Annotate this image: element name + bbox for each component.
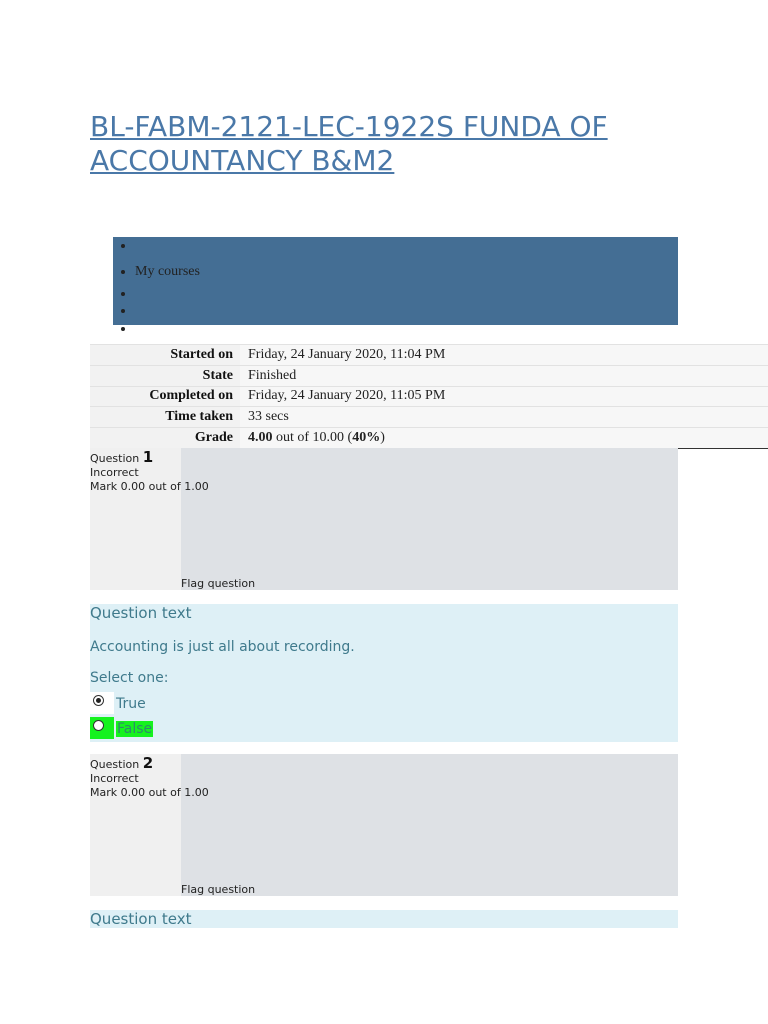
nav-bar [113, 237, 678, 325]
question-number: 2 [142, 754, 154, 772]
summary-label: Grade [90, 428, 240, 449]
nav-list [113, 237, 678, 337]
select-one-prompt: Select one: [90, 670, 169, 686]
summary-label: Completed on [90, 386, 240, 407]
summary-label: Time taken [90, 407, 240, 428]
summary-value: 33 secs [240, 407, 768, 428]
question-label: Question [90, 758, 140, 771]
grade-value [240, 428, 768, 449]
grade-percent: 40% [352, 430, 381, 446]
question-status: Incorrect [90, 466, 139, 479]
question-text-heading: Question text [90, 910, 192, 928]
summary-value: Friday, 24 January 2020, 11:05 PM [240, 386, 768, 407]
summary-value: Friday, 24 January 2020, 11:04 PM [240, 345, 768, 366]
nav-item-empty[interactable] [135, 302, 678, 320]
question-content-2 [90, 910, 678, 928]
question-content-1 [90, 604, 678, 742]
nav-item-empty[interactable] [135, 320, 678, 338]
radio-button-checked[interactable] [93, 695, 104, 706]
summary-row [90, 365, 768, 386]
question-meta [90, 756, 209, 800]
grade-close: ) [380, 430, 385, 446]
question-info-2 [90, 754, 678, 896]
radio-container [90, 692, 114, 714]
summary-value: Finished [240, 365, 768, 386]
summary-row [90, 428, 768, 449]
question-label: Question [90, 452, 140, 465]
summary-row [90, 407, 768, 428]
nav-item-my-courses[interactable]: • My courses [135, 255, 678, 285]
flag-question-link[interactable]: Flag question [181, 883, 256, 896]
summary-row [90, 345, 768, 366]
nav-item-empty[interactable] [135, 237, 678, 255]
answer-label[interactable]: False [117, 721, 153, 737]
summary-label: Started on [90, 345, 240, 366]
attempt-summary-table [90, 344, 768, 449]
radio-button[interactable] [93, 720, 104, 731]
question-text: Accounting is just all about recording. [90, 639, 355, 655]
summary-row [90, 386, 768, 407]
question-mark: Mark 0.00 out of 1.00 [90, 480, 209, 493]
question-info-1 [90, 448, 678, 590]
flag-question-link[interactable]: Flag question [181, 577, 256, 590]
question-mark: Mark 0.00 out of 1.00 [90, 786, 209, 799]
course-title[interactable]: BL-FABM-2121-LEC-1922S FUNDA OF ACCOUNTANCY B&M2 [90, 110, 608, 177]
question-meta [90, 450, 209, 494]
nav-item-empty[interactable] [135, 285, 678, 303]
grade-out-of: out of 10.00 ( [272, 430, 353, 446]
question-number: 1 [142, 448, 154, 466]
question-status: Incorrect [90, 772, 139, 785]
question-text-heading: Question text [90, 604, 192, 622]
answer-label[interactable]: True [116, 696, 146, 712]
summary-label: State [90, 365, 240, 386]
radio-container [90, 717, 114, 739]
grade-score: 4.00 [248, 430, 273, 446]
